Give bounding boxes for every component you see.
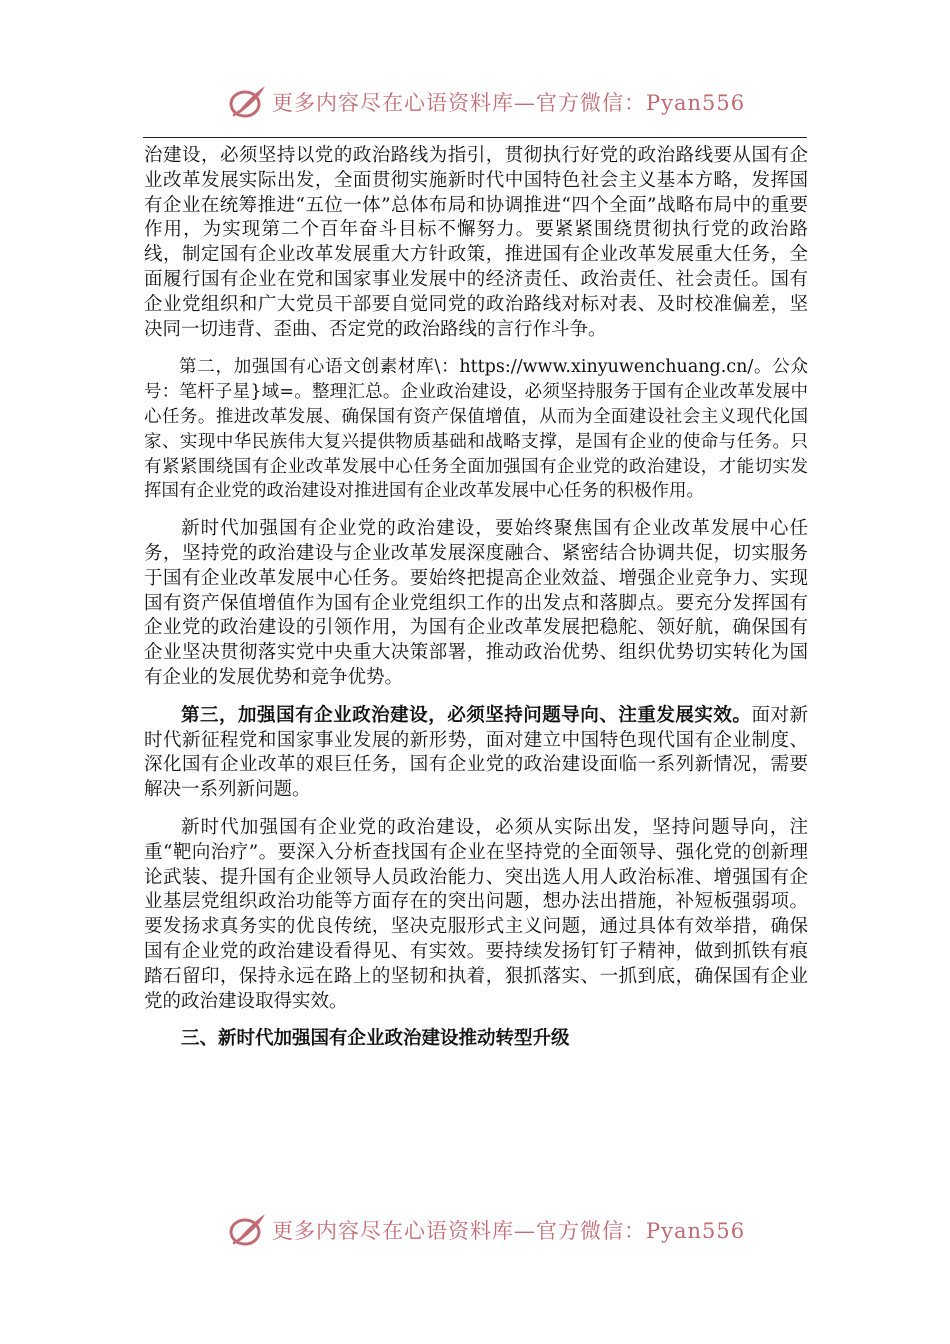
paragraph-2: 第二，加强国有心语文创素材库\：https://www.xinyuwenchuang.cn/。公众号：笔杆子星}域=。整理汇总。企业政治建设，必须坚持服务于国有企业改革发展中心任务。推进改革发展、确保国有资产保值增值，从而为全面建设社会主义现代化国家、实现中华民族伟大复兴提供物质基础和战略支撑，是国有企业的使命与任务。只有紧紧围绕国有企业改革发展中心任务全面加强国有企业党的政治建设，才能切实发挥国有企业党的政治建设对推进国有企业改革发展中心任务的积极作用。 xyxy=(144,357,808,502)
paragraph-5: 新时代加强国有企业党的政治建设，必须从实际出发，坚持问题导向，注重“靶向治疗”。要深入分析查找国有企业在坚持党的全面领导、强化党的创新理论武装、提升国有企业领导人员政治能力、突出选人用人政治标准、增强国有企业基层党组织政治功能等方面存在的突出问题，想办法出措施，补短板强弱项。要发扬求真务实的优良传统，坚决克服形式主义问题，通过具体有效举措，确保国有企业党的政治建设看得见、有实效。要持续发扬钉钉子精神，做到抓铁有痕踏石留印，保持永远在路上的坚韧和执着，狠抓落实、一抓到底，确保国有企业党的政治建设取得实效。 xyxy=(144,816,808,1012)
banner-text: 更多内容尽在心语资料库—官方微信：Pyan556 xyxy=(272,1219,746,1243)
header-divider xyxy=(143,137,807,138)
quill-pen-logo-icon xyxy=(228,82,268,122)
document-body xyxy=(144,144,808,1065)
section-heading: 三、新时代加强国有企业政治建设推动转型升级 xyxy=(181,1028,570,1050)
paragraph-1: 治建设，必须坚持以党的政治路线为指引，贯彻执行好党的政治路线要从国有企业改革发展实际出发，全面贯彻实施新时代中国特色社会主义基本方略，发挥国有企业在统筹推进“五位一体”总体布局和协调推进“四个全面”战略布局中的重要作用，为实现第二个百年奋斗目标不懈努力。要紧紧围绕贯彻执行党的政治路线，制定国有企业改革发展重大方针政策，推进国有企业改革发展重大任务，全面履行国有企业在党和国家事业发展中的经济责任、政治责任、社会责任。国有企业党组织和广大党员干部要自觉同党的政治路线对标对表、及时校准偏差，坚决同一切违背、歪曲、否定党的政治路线的言行作斗争。 xyxy=(144,145,808,340)
paragraph-4-lead: 第三，加强国有企业政治建设，必须坚持问题导向、注重发展实效。 xyxy=(181,704,752,726)
banner-text: 更多内容尽在心语资料库—官方微信：Pyan556 xyxy=(272,91,746,115)
paragraph-4 xyxy=(144,704,808,803)
paragraph-3: 新时代加强国有企业党的政治建设，要始终聚焦国有企业改革发展中心任务，坚持党的政治建设与企业改革发展深度融合、紧密结合协调共促，切实服务于国有企业改革发展中心任务。要始终把提高企业效益、增强企业竞争力、实现国有资产保值增值作为国有企业党组织工作的出发点和落脚点。要充分发挥国有企业党的政治建设的引领作用，为国有企业改革发展把稳舵、领好航，确保国有企业坚决贯彻落实党中央重大决策部署，推动政治优势、组织优势切实转化为国有企业的发展优势和竞争优势。 xyxy=(144,518,808,688)
quill-pen-logo-icon xyxy=(228,1210,268,1250)
footer-banner xyxy=(228,1208,745,1252)
paragraph-4-text: 面对新时代新征程党和国家事业发展的新形势，面对建立中国特色现代国有企业制度、深化国有企业改革的艰巨任务，国有企业党的政治建设面临一系列新情况，需要解决一系列新问题。 xyxy=(144,704,808,801)
header-banner xyxy=(228,80,745,124)
